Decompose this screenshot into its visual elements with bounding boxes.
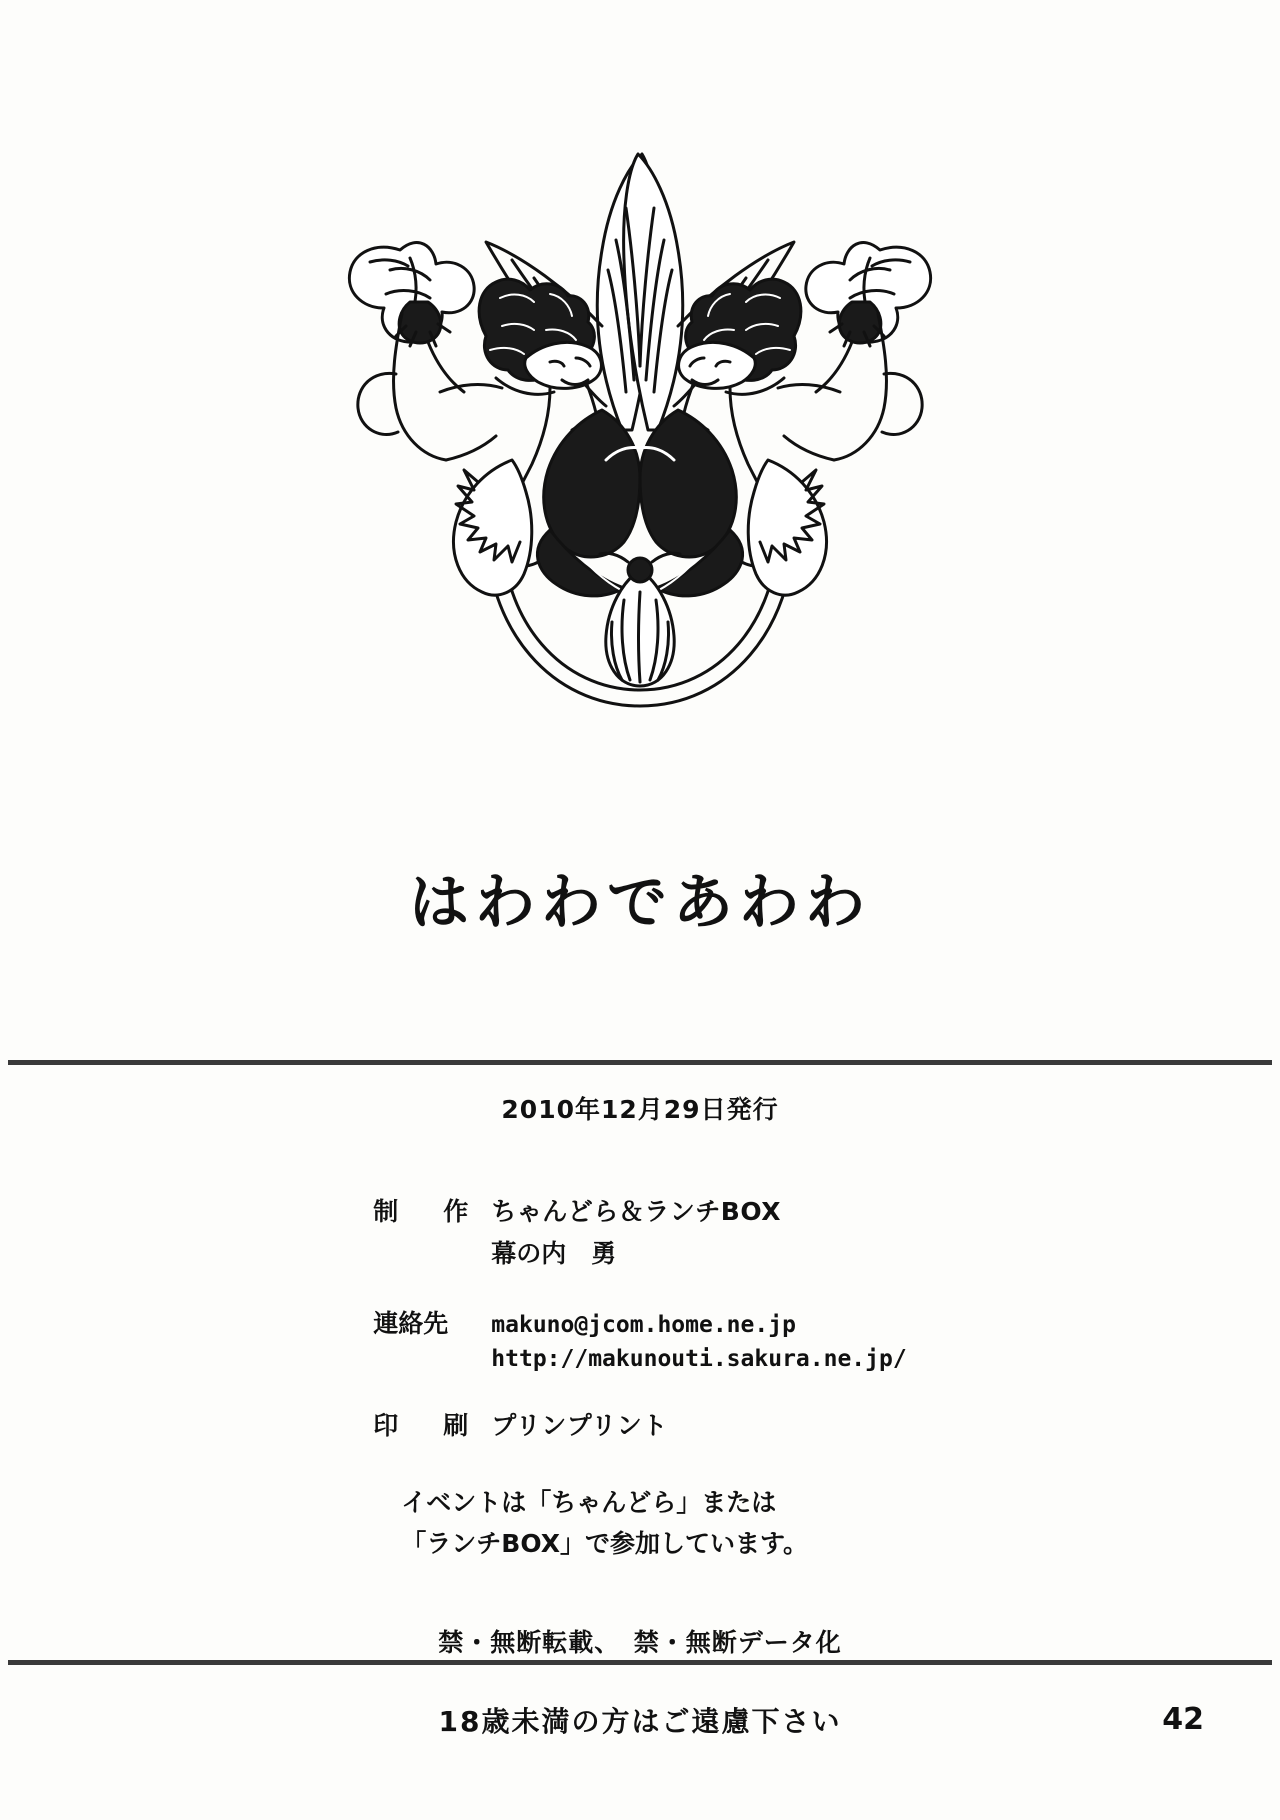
publication-date: 2010年12月29日発行 [501, 1095, 779, 1124]
page-title: はわわであわわ [409, 868, 871, 938]
cover-illustration [0, 90, 1280, 790]
credit-row-production [373, 1192, 906, 1228]
event-note-line2: 「ランチBOX」で参加しています。 [401, 1529, 808, 1559]
credit-block [373, 1192, 906, 1659]
copyright-warning: 禁・無断転載、 禁・無断データ化 [438, 1627, 842, 1657]
credit-value-printing: プリンプリント [491, 1411, 668, 1440]
age-notice: 18歳未満の方はご遠慮下さい [438, 1705, 842, 1738]
credit-label-production: 制 作 [373, 1197, 479, 1226]
credit-row-contact [373, 1304, 906, 1340]
contact-email[interactable]: makuno@jcom.home.ne.jp [491, 1312, 796, 1338]
divider-top [8, 1060, 1272, 1065]
colophon [0, 1090, 1280, 1659]
divider-bottom [8, 1660, 1272, 1665]
line-art-illustration [250, 130, 1030, 750]
page-footer [0, 1700, 1280, 1760]
credit-value-production: ちゃんどら＆ランチBOX [491, 1197, 781, 1226]
title-area [0, 855, 1280, 941]
credit-row-printing [373, 1406, 906, 1442]
credit-sub-author: 幕の内 勇 [491, 1239, 617, 1268]
credit-label-printing: 印 刷 [373, 1411, 479, 1440]
credit-label-contact: 連絡先 [373, 1309, 449, 1338]
page-number: 42 [1162, 1702, 1204, 1737]
event-note-line1: イベントは「ちゃんどら」または [401, 1488, 777, 1517]
contact-website[interactable]: http://makunouti.sakura.ne.jp/ [491, 1346, 907, 1372]
event-note [373, 1482, 906, 1565]
